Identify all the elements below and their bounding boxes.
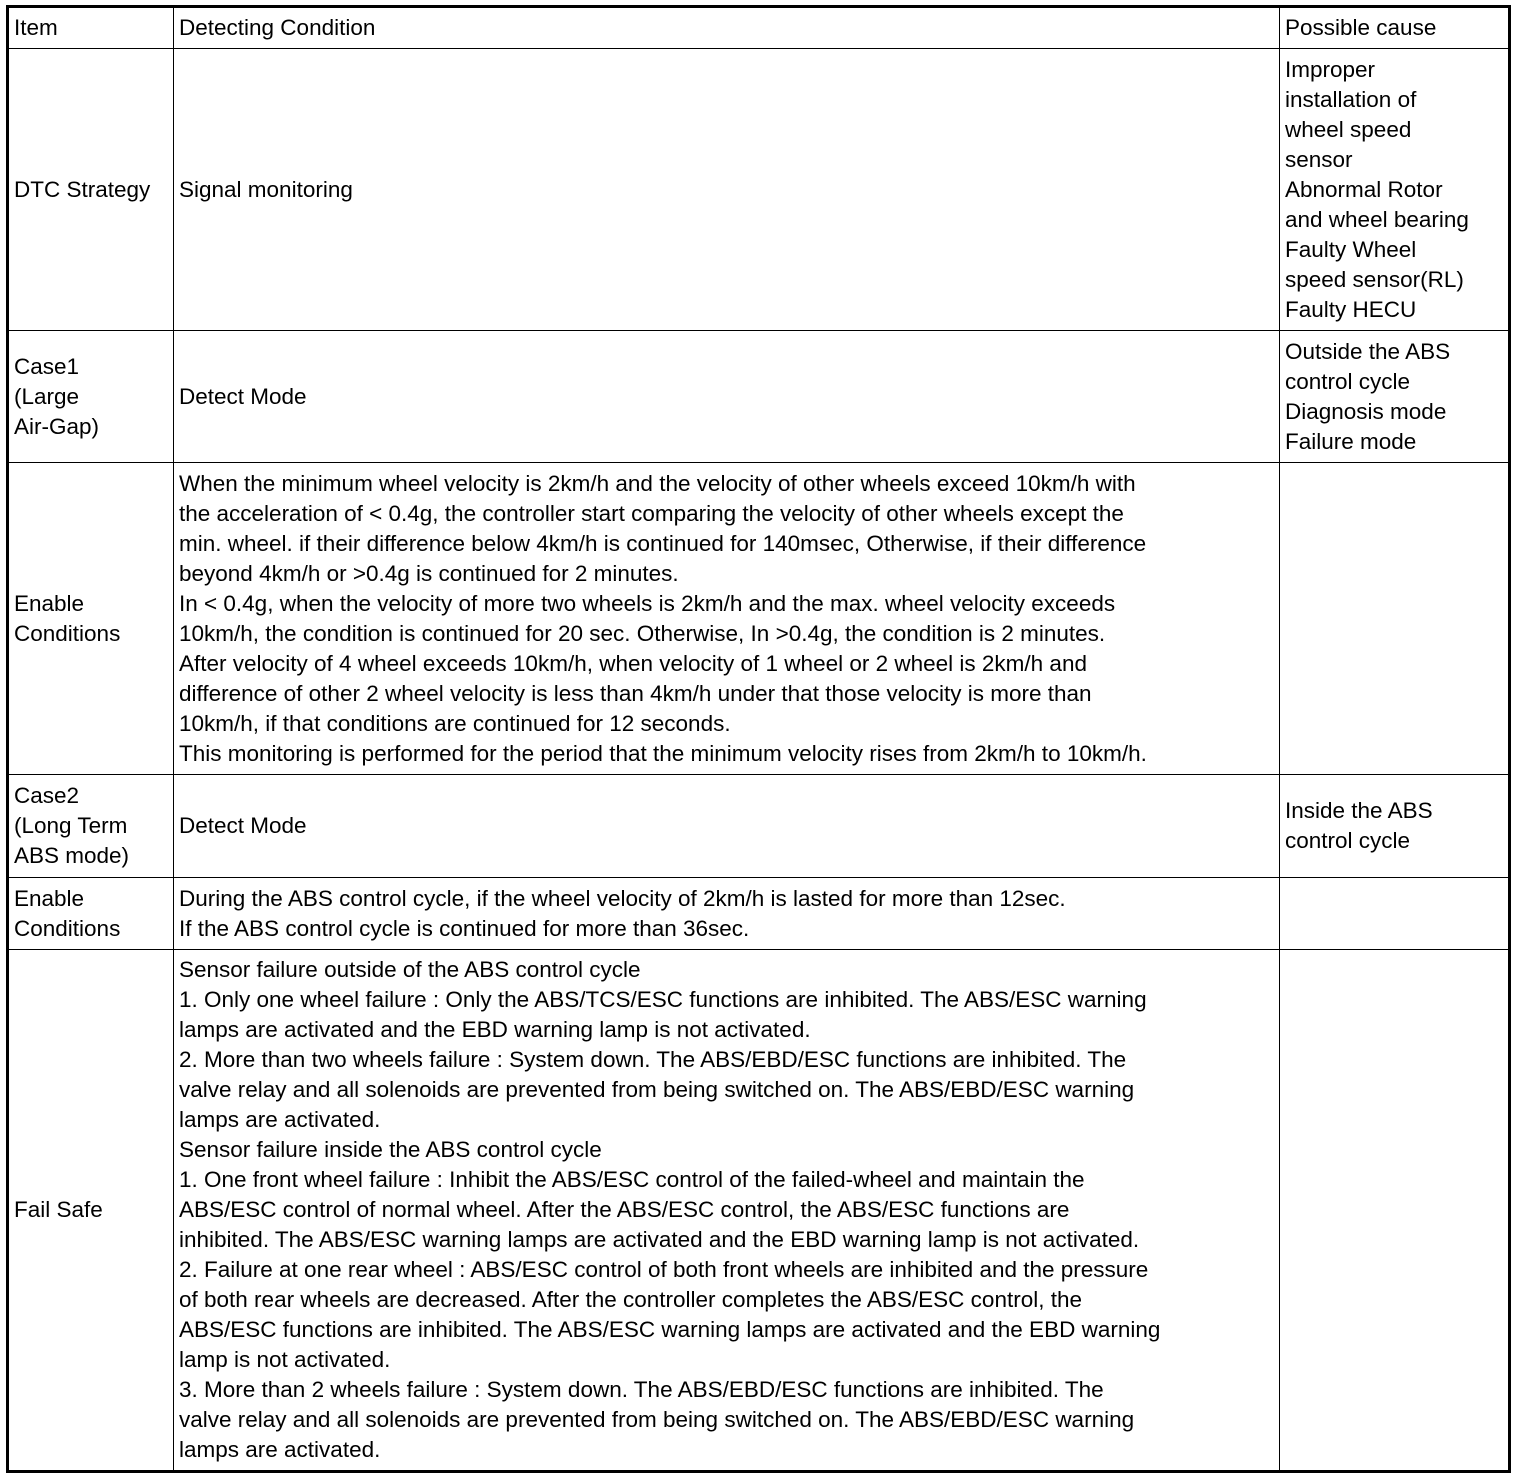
cell-text-line: During the ABS control cycle, if the wheel velocity of 2km/h is lasted for more than 12sec.	[179, 885, 1066, 911]
cell-text-line: difference of other 2 wheel velocity is less than 4km/h under that those velocity is more than	[179, 680, 1092, 706]
cell-text-line: of both rear wheels are decreased. After the controller completes the ABS/ESC control, the	[179, 1287, 1082, 1312]
cell-text-line: speed sensor(RL)	[1285, 266, 1464, 292]
cell-text-line: Inside the ABS	[1285, 798, 1433, 823]
cell-text-line: 1. Only one wheel failure : Only the ABS/TCS/ESC functions are inhibited. The ABS/ESC warning	[179, 987, 1147, 1012]
condition-cell	[174, 331, 1280, 463]
cause-cell	[1280, 49, 1510, 331]
cause-cell	[1280, 950, 1510, 1472]
cell-text-line: If the ABS control cycle is continued for more than 36sec.	[179, 915, 750, 941]
condition-cell	[174, 463, 1280, 775]
cell-text-line: min. wheel. if their difference below 4km/h is continued for 140msec, Otherwise, if their difference	[179, 530, 1147, 556]
cell-text-line: Detect Mode	[179, 383, 307, 409]
header-possible-cause: Possible cause	[1280, 7, 1510, 49]
table-row-enable-conditions-2	[8, 878, 1510, 950]
cell-text-line: ABS/ESC control of normal wheel. After the ABS/ESC control, the ABS/ESC functions are	[179, 1197, 1070, 1222]
item-cell	[8, 463, 174, 775]
cell-text-line: Air-Gap)	[14, 413, 100, 439]
cell-text-line: After velocity of 4 wheel exceeds 10km/h, when velocity of 1 wheel or 2 wheel is 2km/h and	[179, 650, 1087, 676]
item-cell	[8, 331, 174, 463]
cell-text-line: Sensor failure outside of the ABS control cycle	[179, 957, 641, 982]
cell-text-line: Fail Safe	[14, 1197, 103, 1222]
cell-text-line: In < 0.4g, when the velocity of more two wheels is 2km/h and the max. wheel velocity exceeds	[179, 590, 1116, 616]
table-row-case1	[8, 331, 1510, 463]
cause-cell	[1280, 878, 1510, 950]
header-item: Item	[8, 7, 174, 49]
cell-text-line: (Long Term	[14, 813, 128, 838]
cell-text-line: Sensor failure inside the ABS control cycle	[179, 1137, 602, 1162]
table-row-dtc-strategy	[8, 49, 1510, 331]
table-row-case2	[8, 775, 1510, 878]
cause-cell	[1280, 463, 1510, 775]
cell-text-line: lamps are activated.	[179, 1437, 381, 1462]
cell-text-line: control cycle	[1285, 828, 1411, 853]
header-detecting-condition: Detecting Condition	[174, 7, 1280, 49]
cell-text-line: When the minimum wheel velocity is 2km/h and the velocity of other wheels exceed 10km/h with	[179, 470, 1136, 496]
cell-text-line: and wheel bearing	[1285, 206, 1469, 232]
cell-text-line: (Large	[14, 383, 80, 409]
cell-text-line: Enable	[14, 590, 85, 616]
item-cell	[8, 878, 174, 950]
cell-text-line: control cycle	[1285, 368, 1411, 394]
item-cell	[8, 950, 174, 1472]
cell-text-line: lamps are activated and the EBD warning lamp is not activated.	[179, 1017, 811, 1042]
cell-text-line: Abnormal Rotor	[1285, 176, 1443, 202]
cell-text-line: Diagnosis mode	[1285, 398, 1447, 424]
condition-cell	[174, 775, 1280, 878]
cell-text-line: lamps are activated.	[179, 1107, 381, 1132]
cell-text-line: the acceleration of < 0.4g, the controller start comparing the velocity of other wheels except the	[179, 500, 1124, 526]
cell-text-line: 2. More than two wheels failure : System down. The ABS/EBD/ESC functions are inhibited. The	[179, 1047, 1127, 1072]
cell-text-line: valve relay and all solenoids are prevented from being switched on. The ABS/EBD/ESC warning	[179, 1077, 1135, 1102]
cell-text-line: sensor	[1285, 146, 1353, 172]
cell-text-line: ABS mode)	[14, 843, 130, 868]
cell-text-line: 1. One front wheel failure : Inhibit the ABS/ESC control of the failed-wheel and maintain the	[179, 1167, 1085, 1192]
cell-text-line: Signal monitoring	[179, 176, 353, 202]
cell-text-line: Conditions	[14, 915, 121, 941]
cell-text-line: Faulty Wheel	[1285, 236, 1417, 262]
cell-text-line: Case1	[14, 353, 80, 379]
cell-text-line: 10km/h, if that conditions are continued for 12 seconds.	[179, 710, 731, 736]
cell-text-line: 3. More than 2 wheels failure : System down. The ABS/EBD/ESC functions are inhibited. The	[179, 1377, 1104, 1402]
item-cell	[8, 49, 174, 331]
condition-cell	[174, 49, 1280, 331]
table-row-fail-safe	[8, 950, 1510, 1472]
cell-text-line: This monitoring is performed for the period that the minimum velocity rises from 2km/h to 10km/h.	[179, 740, 1147, 766]
cell-text-line: DTC Strategy	[14, 176, 151, 202]
cell-text-line: Faulty HECU	[1285, 296, 1417, 322]
cell-text-line: 2. Failure at one rear wheel : ABS/ESC control of both front wheels are inhibited and the pressure	[179, 1257, 1149, 1282]
cell-text-line: Enable	[14, 885, 85, 911]
cell-text-line: inhibited. The ABS/ESC warning lamps are activated and the EBD warning lamp is not activated.	[179, 1227, 1140, 1252]
table-row-enable-conditions-1	[8, 463, 1510, 775]
cell-text-line: Failure mode	[1285, 428, 1417, 454]
item-cell	[8, 775, 174, 878]
cell-text-line: Case2	[14, 783, 80, 808]
cell-text-line: beyond 4km/h or >0.4g is continued for 2 minutes.	[179, 560, 679, 586]
cause-cell	[1280, 331, 1510, 463]
cell-text-line: Detect Mode	[179, 813, 307, 838]
cell-text-line: Improper	[1285, 56, 1376, 82]
cell-text-line: wheel speed	[1285, 116, 1412, 142]
cell-text-line: lamp is not activated.	[179, 1347, 391, 1372]
cell-text-line: 10km/h, the condition is continued for 20 sec. Otherwise, In >0.4g, the condition is 2 minutes.	[179, 620, 1106, 646]
cell-text-line: installation of	[1285, 86, 1417, 112]
cell-text-line: valve relay and all solenoids are prevented from being switched on. The ABS/EBD/ESC warning	[179, 1407, 1135, 1432]
dtc-table	[6, 5, 1511, 1473]
header-row	[8, 7, 1510, 49]
condition-cell	[174, 950, 1280, 1472]
cause-cell	[1280, 775, 1510, 878]
condition-cell	[174, 878, 1280, 950]
cell-text-line: ABS/ESC functions are inhibited. The ABS/ESC warning lamps are activated and the EBD warning	[179, 1317, 1161, 1342]
cell-text-line: Outside the ABS	[1285, 338, 1451, 364]
cell-text-line: Conditions	[14, 620, 121, 646]
